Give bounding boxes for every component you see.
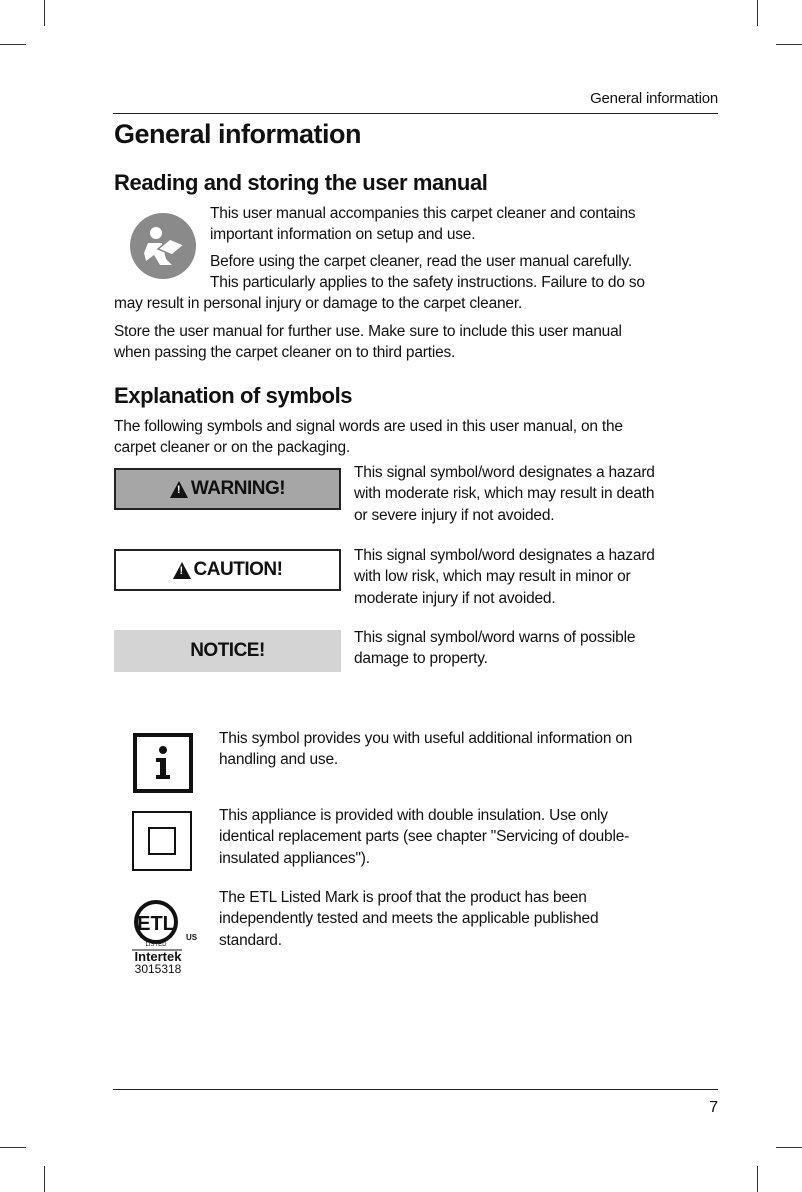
signal-label: NOTICE!: [190, 640, 265, 661]
page-title: General information: [114, 119, 362, 149]
text-line: standard.: [219, 931, 282, 949]
header-rule: [113, 113, 718, 114]
signal-description: [354, 627, 635, 670]
signal-description: [354, 545, 655, 609]
svg-text:ETL: ETL: [137, 913, 175, 935]
text-line: This user manual accompanies this carpet cleaner and contains: [210, 205, 636, 222]
crop-mark: [0, 44, 26, 45]
text-line: important information on setup and use.: [210, 226, 476, 244]
crop-mark: [44, 1166, 45, 1192]
info-icon: [133, 733, 193, 793]
text-line: independently tested and meets the applicable published: [219, 910, 599, 928]
text-line: insulated appliances").: [219, 849, 370, 867]
crop-mark: [776, 44, 802, 45]
page-number: 7: [709, 1099, 718, 1116]
text-line: This symbol provides you with useful additional information on: [219, 730, 633, 747]
text-line: identical replacement parts (see chapter "Servicing of double-: [219, 828, 630, 846]
warning-triangle-icon: [173, 562, 191, 579]
text-line: Before using the carpet cleaner, read the user manual carefully.: [210, 253, 633, 270]
logo-brand: Intertek: [134, 949, 182, 964]
etl-listed-logo: [120, 896, 200, 978]
symbol-description: [219, 728, 632, 771]
text-line: This appliance is provided with double insulation. Use only: [219, 807, 608, 824]
text-line: carpet cleaner or on the packaging.: [114, 439, 350, 457]
svg-text:US: US: [186, 933, 198, 942]
text-line: with low risk, which may result in minor or: [354, 568, 631, 586]
text-line: handling and use.: [219, 751, 338, 769]
text-line: This signal symbol/word designates a hazard: [354, 464, 655, 481]
caution-signal: [114, 549, 341, 591]
warning-triangle-icon: [170, 481, 188, 498]
text-line: This signal symbol/word warns of possible: [354, 629, 636, 646]
read-manual-icon: [130, 213, 196, 279]
double-insulation-icon: [132, 811, 192, 871]
paragraph: [210, 251, 645, 294]
text-line: This signal symbol/word designates a hazard: [354, 547, 655, 564]
text-line: The following symbols and signal words are used in this user manual, on the: [114, 418, 623, 435]
paragraph: [210, 203, 635, 246]
text-line: with moderate risk, which may result in death: [354, 485, 655, 503]
signal-description: [354, 462, 655, 526]
svg-text:LISTED: LISTED: [145, 942, 167, 948]
crop-mark: [776, 1147, 802, 1148]
crop-mark: [757, 1166, 758, 1192]
warning-signal: [114, 468, 341, 510]
logo-number: 3015318: [134, 962, 182, 976]
text-line: This particularly applies to the safety instructions. Failure to do so: [210, 274, 645, 292]
text-line: may result in personal injury or damage to the carpet cleaner.: [114, 295, 523, 312]
symbol-description: [219, 805, 629, 869]
crop-mark: [44, 0, 45, 26]
signal-label: CAUTION!: [193, 559, 283, 580]
notice-signal: [114, 630, 341, 672]
crop-mark: [757, 0, 758, 26]
signal-label: WARNING!: [190, 478, 286, 499]
text-line: moderate injury if not avoided.: [354, 589, 556, 607]
section-heading: Reading and storing the user manual: [114, 170, 488, 195]
text-line: damage to property.: [354, 650, 488, 668]
section-heading: Explanation of symbols: [114, 383, 353, 408]
paragraph: [114, 416, 623, 459]
text-line: The ETL Listed Mark is proof that the product has been: [219, 889, 587, 906]
footer-rule: [113, 1089, 718, 1090]
paragraph: [114, 321, 622, 364]
text-line: or severe injury if not avoided.: [354, 506, 555, 524]
crop-mark: [0, 1147, 26, 1148]
text-line: Store the user manual for further use. Make sure to include this user manual: [114, 323, 622, 340]
symbol-description: [219, 887, 598, 951]
text-line: when passing the carpet cleaner on to third parties.: [114, 344, 456, 362]
running-header: General information: [590, 90, 718, 107]
